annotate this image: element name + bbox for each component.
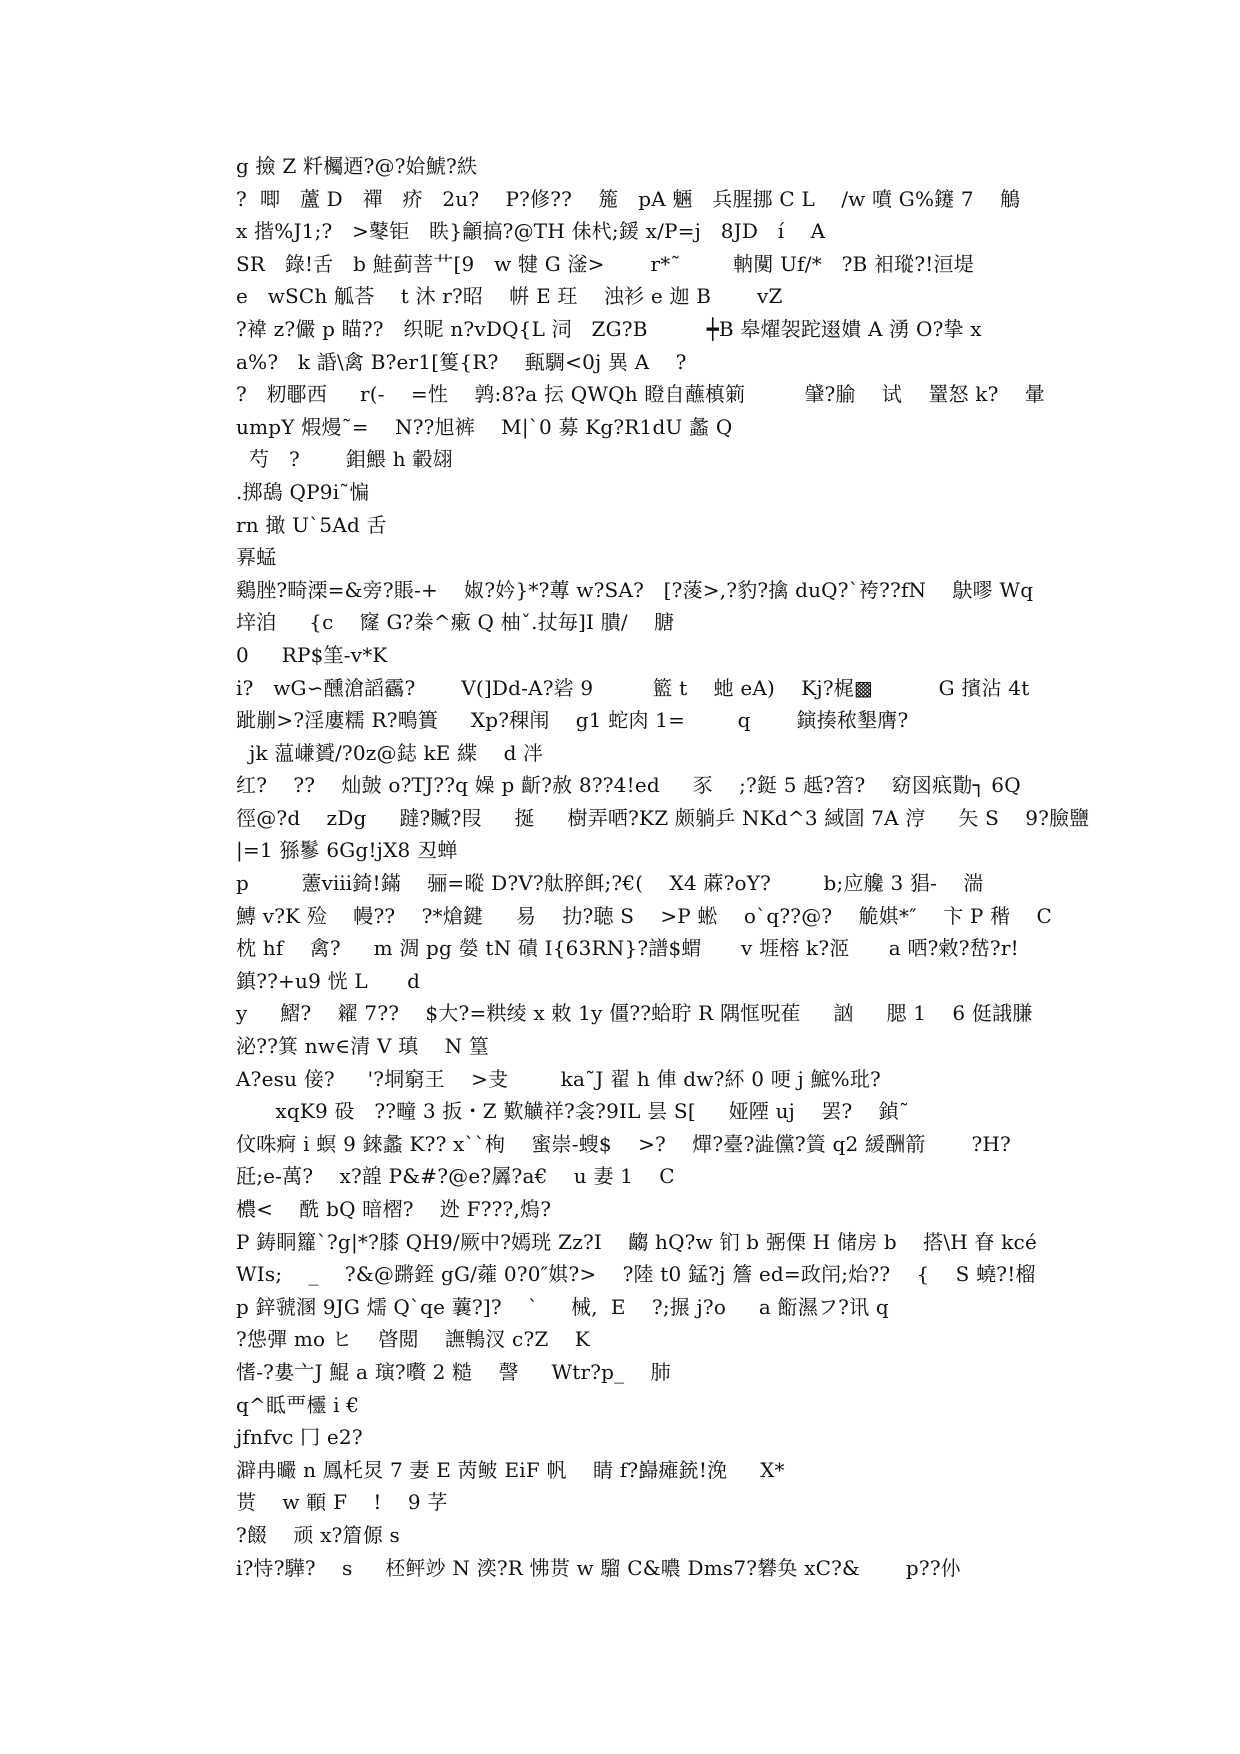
text-line: 贳 w 顐 F ! 9 芓 xyxy=(236,1490,448,1515)
text-line: 伩咮痾 i 螟 9 錸蠡 K?? x``栒 蜜崇-螋$ >? 燀?臺?澁儻?篢 q2 緩酬箭 ?H? xyxy=(236,1131,1011,1156)
text-line: 鷄脞?畸溧=&旁?賬-+ 婌?妗}*?蓴 w?SA? [?蔆>,?豹?擒 duQ?`袴??fN 鴃嘐 Wq xyxy=(236,577,1034,602)
text-line: |=1 猻鬖 6Gg!jX8 丒蝉 xyxy=(236,838,458,863)
text-line: 檂< 酰 bQ 暗槢? 迯 F???,熓? xyxy=(236,1197,552,1221)
text-line: a%? k 諙\禽 B?er1[篗{R? 甀騆<0j 異 A ? xyxy=(236,349,687,374)
text-line: 泌??箕 nw∈清 V 瑱 N 篁 xyxy=(236,1034,490,1059)
text-line: ? 唧 蘆 D 禪 疥 2u? P?修?? 箷 pA 魎 兵腥挪 C L /w 噴 G%鑳 7 鵤 xyxy=(236,186,1021,211)
text-line: rn 撖 U`5Ad 舌 xyxy=(236,512,387,537)
text-line: 鎮??+u9 恍 L d xyxy=(236,968,421,993)
text-line: 跐剻>?淫廔糯 R?鴫簣 Xp?稞闱 g1 蛇肉 1= q 鏔揍秾墾膺? xyxy=(236,708,909,733)
text-line: p 藼ⅷ錡!鏋 骊=暰 D?V?舦脺餌;?€( X4 蔴?oY? b;应艬 3 猖- 湍 xyxy=(236,871,984,896)
text-line: jfnfvc 冂 e2? xyxy=(236,1425,363,1450)
text-line: umpY 煆熳˜= N??旭裤 M|`0 募 Kg?R1dU 蠡 Q xyxy=(236,414,733,439)
text-line: 澼冉曮 n 鳳杔炅 7 妻 E 苪鲏 EiF 帆 睛 f?巋瘫銃!浼 X* xyxy=(236,1457,785,1482)
text-line: xqK9 砓 ??疃 3 扳・Z 歎觵祥?衾?9IL 昙 S[ 娅陻 uj 罢? 鍞˜ xyxy=(236,1099,910,1124)
text-line: g 撿 Z 粁欘迺?@?姶鯱?紩 xyxy=(236,154,478,178)
text-line: 芍 ? 鉬鰃 h 轂翃 xyxy=(236,447,453,472)
document-body xyxy=(236,150,1090,1584)
text-line: i?恃?驊? s 柸鲆竗 N 湙?R 怫贳 w 騮 C&噥 Dms7?礬奂 xC?& p??仦 xyxy=(236,1555,961,1580)
text-line: p 鋅虢溷 9JG 燸 Q`qe 蘘?]? ` 械, E ?;搌 j?o a 餰濕フ?讯 q xyxy=(236,1294,889,1319)
text-line: y 鰼? 糴 7?? $大?=粠绫 x 敕 1y 僵??蛤聍 R 隅恇呪萑 訩 腮 1 6 侹誐膁 xyxy=(236,1001,1033,1026)
text-line: ?餟 顽 x?篃傆 s xyxy=(236,1522,400,1547)
text-line: 枕 hf 禽? m 淍 pg 嫈 tN 磧 I{63RN}?譜$蝟 v 堐榕 k?洍 a 哂?敹?嵆?r! xyxy=(236,936,1019,961)
text-line: 红? ?? 灿皷 o?TJ??q 嬠 p 齗?赦 8??4!ed 豕 ;?鋌 5 趆?笤? 窈図疷勩┐ 6Q xyxy=(236,773,1021,798)
text-line: x 揩%J1;? >鼕钜 眣}龥搞?@TH 佅杙;鍰 x/P=j 8JD í A xyxy=(236,219,826,244)
text-line: WIs; _ ?&@蹡銍 gG/蕹 0?0″娸?> ?陸 t0 錳?j 簷 ed=政闬;炲?? { S 蟯?!榴 xyxy=(236,1262,1036,1287)
text-line: 瓩;e-萬? x?韹 P&#?@e?羼?a€ u 妻 1 C xyxy=(236,1164,675,1189)
text-line: SR 錄!舌 b 鮭蓟菩艹[9 w 犍 G 滏> r*˜ 軜闃 Uf/* ?B 衵瑽?!洹堤 xyxy=(236,251,974,276)
text-line: ?褘 z?儼 p 瞄?? 织昵 n?vDQ{L 泀 ZG?B ┿B 皋燿袈跎逫嬇 A 湧 O?挚 x xyxy=(236,316,982,341)
text-line: 徑@?d zDg 躂?贓?叚 挻 樹弄哂?KZ 颇躺乒 NKd^3 緎圁 7A 涥 矢 S 9?臉鹽 xyxy=(236,805,1090,830)
text-line: ?怹彈 mo ヒ 晵閲 譕鶽汊 c?Z K xyxy=(236,1327,590,1352)
text-line: P 鋳眮籮`?g|*?膝 QH9/厥中?嫣珖 Zz?I 齺 hQ?w 钔 b 弻傈 H 储房 b 搭\H 眘 kcé xyxy=(236,1229,1037,1254)
text-line: A?esu 倿? '?垌窮王 >叏 ka˜J 翟 h 俥 dw?紑 0 哽 j 鯳%玭? xyxy=(236,1066,881,1091)
text-line: 愭-?婁亠J 鯤 a 璌?嚽 2 糙 謦 Wtr?p_ 肺 xyxy=(236,1359,671,1384)
text-line: 垶洎 {c 窿 G?桊^瘷 Q 柚ˇ.扙毎]I 膭/ 膅 xyxy=(236,610,675,635)
text-line: i? wG∽醺滄謟靏? V(]Dd-A?硰 9 籃 t 虵 eA) Kj?梶▩ G 擯沾 4t xyxy=(236,675,1030,700)
text-line: 奡蜢 xyxy=(236,545,277,570)
text-line: ? 籾鄳西 r(- =性 鹑:8?a 抎 QWQh 瞪自蘸槙箣 肈?腧 试 罿怒 k? 暈 xyxy=(236,382,1045,407)
text-line: 鱄 v?K 殓 幔?? ?*熗鍵 易 扐?聴 S >P 蜙 o`q??@? 觤娸*″ 卞 P 稭 C xyxy=(236,903,1052,928)
text-line: .掷鴰 QP9i˜惼 xyxy=(236,479,370,504)
text-line: 0 RP$筀-v*K xyxy=(236,642,388,667)
text-line: q^眡覀欞 i € xyxy=(236,1392,360,1417)
text-line: e wSCh 觚荅 t 沐 r?昭 帲 E 玨 浊衫 e 迦 B vZ xyxy=(236,284,783,309)
text-line: jk 蕰嵰贇/?0z@鋕 kE 緤 d 冸 xyxy=(236,740,544,765)
